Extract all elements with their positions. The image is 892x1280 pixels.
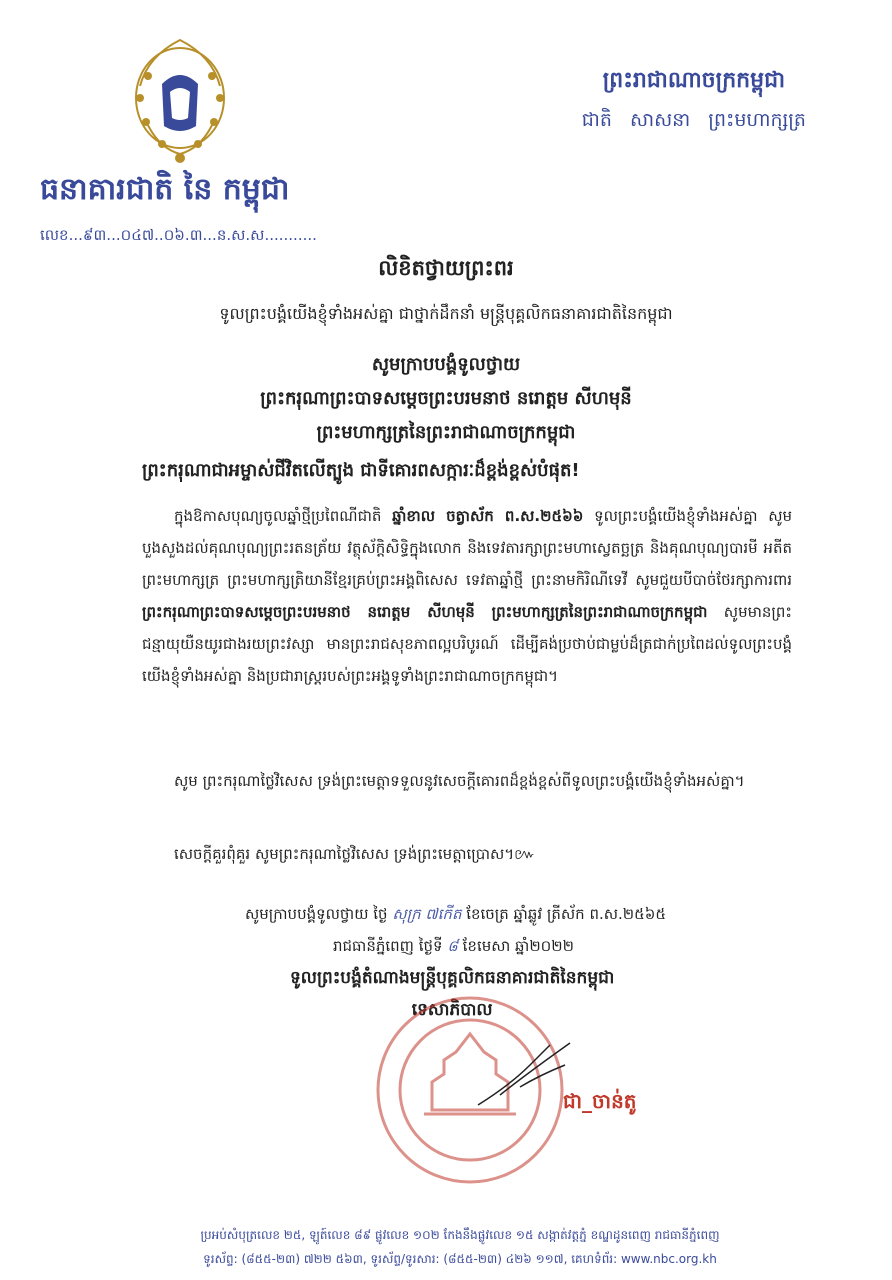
date-block (245, 898, 666, 962)
signer-position: ទេសាភិបាល (411, 1000, 493, 1020)
solar-date-line (245, 930, 666, 962)
handwritten-day: ៨ (447, 937, 458, 955)
date-text: ខែមេសា ឆ្នាំ២០២២ (457, 937, 575, 955)
body-paragraph-1 (142, 500, 792, 692)
paragraph-text: ទូលព្រះបង្គំយើងខ្ញុំទាំងអស់គ្នា សូមបួងសួងដល់គុណបុណ្យព្រះរតនត្រ័យ វត្ថុស័ក្តិសិទ្ធិក្នុងលោក និងទេវតារក្សាព្រះមហាស្វេតច្ឆត្រ និងគុណបុណ្យបារមី អតីតព្រះមហាក្សត្រ ព្រះមហាក្សត្រិយានីខ្មែរគ្រប់ព្រះអង្គពិសេស ទេវតាឆ្នាំថ្មី ព្រះនាមកិរិណីទេវី សូមជួយបីបាច់ថែរក្សាការពារ (142, 507, 792, 589)
paragraph-bold-text: ព្រះករុណាព្រះបាទសម្តេចព្រះបរមនាថ នរោត្តម សីហមុនី ព្រះមហាក្សត្រនៃព្រះរាជាណាចក្រកម្ពុជា (142, 603, 708, 621)
paragraph-text: សូមមានព្រះជន្មាយុយឺនយូរជាងរយព្រះវស្សា មានព្រះរាជសុខភាពល្អបរិបូរណ៍ ដើម្បីគង់ប្រថាប់ជាម្លប់ដ៏ត្រជាក់ប្រពៃដល់ទូលព្រះបង្គំយើងខ្ញុំទាំងអស់គ្នា និងប្រជារាស្ត្ររបស់ព្រះអង្គទូទាំងព្រះរាជាណាចក្រកម្ពុជា។ (142, 603, 792, 685)
footer-phone-web: ទូរស័ព្ទ: (៨៥៥-២៣) ៧២២ ៥៦៣, ទូរស័ព្ទ/ទូរសារ: (៨៥៥-២៣) ៤២៦ ១១៧, គេហទំព័រ: www.nbc.org.kh (203, 1252, 717, 1266)
date-text: ខែចេត្រ ឆ្នាំឆ្លូវ ត្រីស័ក ព.ស.២៥៦៥ (461, 905, 667, 923)
addressee-heading (0, 348, 892, 450)
letter-title: លិខិតថ្វាយព្រះពរ (378, 256, 514, 280)
signer-line: ទូលព្រះបង្គំតំណាងមន្ត្រីបុគ្គលិកធនាគារជាតិនៃកម្ពុជា (290, 968, 615, 988)
emblem-svg (118, 26, 242, 166)
paragraph-text: ក្នុងឱកាសបុណ្យចូលឆ្នាំថ្មីប្រពៃណីជាតិ (174, 507, 393, 525)
footer-address: ប្រអប់សំបុត្រលេខ ២៥, ឡូត៍លេខ ៨៩ ផ្លូវលេខ ១០២ កែងនឹងផ្លូវលេខ ១៥ សង្កាត់វត្តភ្នំ ខណ្ឌដូនពេញ រាជធានីភ្នំពេញ (200, 1228, 720, 1242)
kingdom-motto (582, 66, 806, 136)
signer-name: ជា_ចាន់តូ (563, 1089, 637, 1113)
lunar-date-line (245, 898, 666, 930)
heading-line: សូមក្រាបបង្គំទូលថ្វាយ (371, 354, 521, 375)
heading-line: ព្រះមហាក្សត្រនៃព្រះរាជាណាចក្រកម្ពុជា (316, 422, 576, 443)
handwritten-date: សុក្រ ៧កើត (392, 905, 462, 923)
date-text: សូមក្រាបបង្គំទូលថ្វាយ ថ្ងៃ (245, 905, 393, 923)
paragraph-bold-text: ឆ្នាំខាល ចត្វាស័ក ព.ស.២៥៦៦ (392, 507, 584, 525)
body-paragraph-2: សូម ព្រះករុណាថ្លៃវិសេស ទ្រង់ព្រះមេត្តាទទួលនូវសេចក្តីគោរពដ៏ខ្ពង់ខ្ពស់ពីទូលព្រះបង្គំយើងខ្ញុំទាំងអស់គ្នា។ (174, 772, 745, 790)
kingdom-name: ព្រះរាជាណាចក្រកម្ពុជា (602, 68, 786, 93)
footer-contact (110, 1223, 810, 1271)
bank-name: ធនាគារជាតិ នៃ កម្ពុជា (40, 172, 290, 207)
greeting-line: ទូលព្រះបង្គំយើងខ្ញុំទាំងអស់គ្នា ជាថ្នាក់ដឹកនាំ មន្ត្រីបុគ្គលិកធនាគារជាតិនៃកម្ពុជា (219, 304, 673, 323)
heading-line: ព្រះករុណាព្រះបាទសម្តេចព្រះបរមនាថ នរោត្តម សីហមុនី (260, 388, 632, 409)
reference-number: លេខ...៩៣...០៤៧..០៦.៣...ន.ស.ស........... (40, 226, 317, 244)
national-motto: ជាតិ សាសនា ព្រះមហាក្សត្រ (581, 109, 806, 131)
date-text: រាជធានីភ្នំពេញ ថ្ងៃទី (333, 937, 448, 955)
closing-paragraph: សេចក្តីគួរពុំគួរ សូមព្រះករុណាថ្លៃវិសេស ទ្រង់ព្រះមេត្តាប្រោស។៚ (174, 845, 536, 863)
salutation: ព្រះករុណាជាអម្ចាស់ជីវិតលើត្បូង ជាទីគោរពសក្ការៈដ៏ខ្ពង់ខ្ពស់បំផុត! (142, 460, 580, 481)
nbc-emblem-icon (118, 26, 242, 166)
